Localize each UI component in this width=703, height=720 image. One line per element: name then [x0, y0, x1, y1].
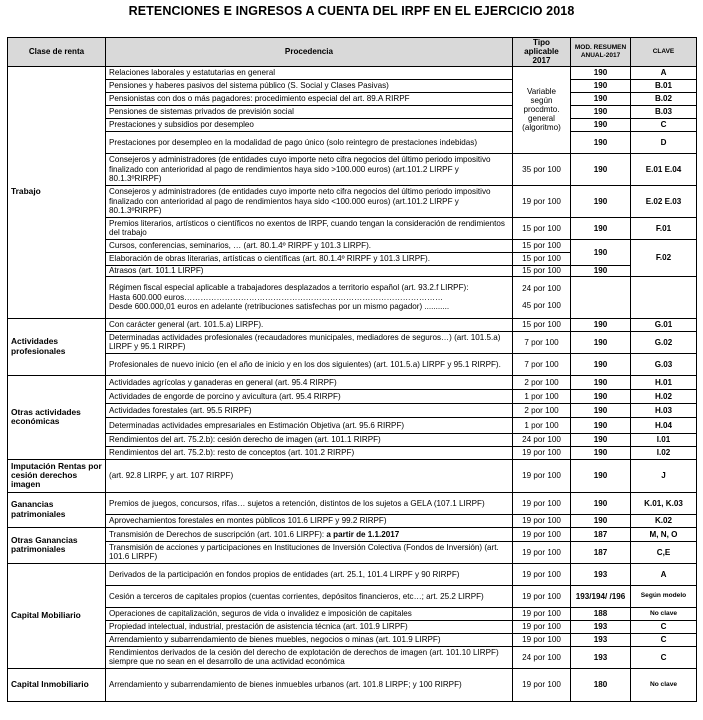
mod-cell: 193 — [571, 563, 631, 585]
clave-cell: C — [631, 646, 697, 668]
table-row: Premios de juegos, concursos, rifas… sujetos a retención, distintos de los sujetos a GELA (107.1 LIRPF) — [106, 492, 513, 514]
header-tipo: Tipo aplicable 2017 — [513, 38, 571, 67]
tipo-cell: 1 por 100 — [513, 417, 571, 433]
clave-cell: A — [631, 66, 697, 79]
tipo-cell: 24 por 100 — [513, 433, 571, 446]
tipo-cell: 19 por 100 — [513, 668, 571, 701]
tipo-hasta: 24 por 100 — [522, 283, 561, 293]
mod-cell: 190 — [571, 66, 631, 79]
regimen-line: Hasta 600.000 euros…………………………………………………………………………………… — [109, 292, 444, 302]
tipo-cell: 19 por 100 — [513, 185, 571, 217]
mod-cell: 188 — [571, 607, 631, 620]
tipo-cell: 15 por 100 — [513, 217, 571, 239]
clave-cell: M, N, O — [631, 527, 697, 541]
clave-cell: No clave — [631, 607, 697, 620]
table-row: Rendimientos del art. 75.2.b): cesión derecho de imagen (art. 101.1 RIRPF) — [106, 433, 513, 446]
class-otras-actividades: Otras actividades económicas — [8, 375, 106, 459]
mod-cell: 190 — [571, 105, 631, 118]
table-row: Con carácter general (art. 101.5.a) LIRPF). — [106, 318, 513, 331]
class-trabajo: Trabajo — [8, 66, 106, 318]
table-row: Pensiones y haberes pasivos del sistema público (S. Social y Clases Pasivas) — [106, 79, 513, 92]
clave-cell: H.02 — [631, 389, 697, 403]
table-row: Rendimientos derivados de la cesión del derecho de explotación de derechos de imagen (art. 101.10 LIRPF) siempre que no sean en el desarrollo de una actividad económica — [106, 646, 513, 668]
table-row: Actividades forestales (art. 95.5 RIRPF) — [106, 403, 513, 417]
table-row — [106, 276, 513, 318]
clave-cell: E.01 E.04 — [631, 153, 697, 185]
clave-cell: E.02 E.03 — [631, 185, 697, 217]
mod-cell: 190 — [571, 92, 631, 105]
mod-cell: 190 — [571, 131, 631, 153]
table-row: Actividades agrícolas y ganaderas en general (art. 95.4 RIRPF) — [106, 375, 513, 389]
table-row: Determinadas actividades empresariales en Estimación Objetiva (art. 95.6 RIRPF) — [106, 417, 513, 433]
table-row: Cursos, conferencias, seminarios, … (art. 80.1.4º RIRPF y 101.3 LIRPF). — [106, 239, 513, 252]
suscripcion-date: a partir de 1.1.2017 — [326, 529, 400, 539]
tipo-cell: 7 por 100 — [513, 353, 571, 375]
clave-cell: F.01 — [631, 217, 697, 239]
mod-cell: 187 — [571, 527, 631, 541]
clave-cell: B.01 — [631, 79, 697, 92]
mod-cell: 190 — [571, 265, 631, 276]
table-row: Determinadas actividades profesionales (recaudadores municipales, mediadores de seguros…) (art. 101.5.a) LIRPF y 95.1 RIRPF) — [106, 331, 513, 353]
mod-cell: 190 — [571, 446, 631, 459]
table-row — [106, 527, 513, 541]
mod-cell: 190 — [571, 433, 631, 446]
mod-cell: 187 — [571, 541, 631, 563]
tipo-cell: 35 por 100 — [513, 153, 571, 185]
table-row: Arrendamiento y subarrendamiento de bienes inmuebles urbanos (art. 101.8 LIRPF; y 100 RIRPF) — [106, 668, 513, 701]
header-procedencia: Procedencia — [106, 38, 513, 67]
mod-cell: 180 — [571, 668, 631, 701]
tipo-cell: 24 por 100 — [513, 646, 571, 668]
class-capital-inmobiliario: Capital Inmobiliario — [8, 668, 106, 701]
clave-cell: H.03 — [631, 403, 697, 417]
mod-cell: 190 — [571, 185, 631, 217]
table-row: Premios literarios, artísticos o científicos no exentos de IRPF, cuando tengan la consideración de rendimientos del trabajo — [106, 217, 513, 239]
class-actividades-profesionales: Actividades profesionales — [8, 318, 106, 375]
clave-cell: G.03 — [631, 353, 697, 375]
clave-cell: F.02 — [631, 239, 697, 276]
clave-cell: G.01 — [631, 318, 697, 331]
tipo-cell: 19 por 100 — [513, 446, 571, 459]
clave-cell: D — [631, 131, 697, 153]
mod-cell: 190 — [571, 375, 631, 389]
tipo-cell: 19 por 100 — [513, 620, 571, 633]
table-row: Aprovechamientos forestales en montes públicos 101.6 LIRPF y 99.2 RIRPF) — [106, 514, 513, 527]
tipo-cell: 7 por 100 — [513, 331, 571, 353]
tipo-cell: 1 por 100 — [513, 389, 571, 403]
table-row: Actividades de engorde de porcino y avicultura (art. 95.4 RIRPF) — [106, 389, 513, 403]
mod-cell: 190 — [571, 153, 631, 185]
table-row: Prestaciones por desempleo en la modalidad de pago único (solo reintegro de prestaciones indebidas) — [106, 131, 513, 153]
clave-cell: C,E — [631, 541, 697, 563]
mod-cell: 190 — [571, 239, 631, 265]
header-mod: MOD. RESUMEN ANUAL-2017 — [571, 38, 631, 67]
mod-cell: 190 — [571, 403, 631, 417]
clave-cell: K.02 — [631, 514, 697, 527]
mod-cell: 190 — [571, 389, 631, 403]
tipo-cell: 19 por 100 — [513, 563, 571, 585]
table-row: Derivados de la participación en fondos propios de entidades (art. 25.1, 101.4 LIRPF y 90 RIRPF) — [106, 563, 513, 585]
tipo-cell: 19 por 100 — [513, 527, 571, 541]
clave-cell: B.02 — [631, 92, 697, 105]
tipo-cell: 19 por 100 — [513, 514, 571, 527]
tipo-cell: 15 por 100 — [513, 252, 571, 265]
clave-cell: No clave — [631, 668, 697, 701]
tipo-desde: 45 por 100 — [522, 301, 561, 311]
page-title: RETENCIONES E INGRESOS A CUENTA DEL IRPF EN EL EJERCICIO 2018 — [128, 4, 575, 18]
mod-cell: 190 — [571, 118, 631, 131]
mod-cell: 190 — [571, 417, 631, 433]
mod-cell: 190 — [571, 492, 631, 514]
clave-cell: J — [631, 459, 697, 492]
clave-cell: H.01 — [631, 375, 697, 389]
table-row: Profesionales de nuevo inicio (en el año de inicio y en los dos siguientes) (art. 101.5.a) LIRPF y 95.1 RIRPF). — [106, 353, 513, 375]
mod-cell — [571, 276, 631, 318]
tipo-cell: 19 por 100 — [513, 492, 571, 514]
tipo-cell: 15 por 100 — [513, 318, 571, 331]
mod-cell: 190 — [571, 217, 631, 239]
tipo-cell: 19 por 100 — [513, 459, 571, 492]
clave-cell: B.03 — [631, 105, 697, 118]
clave-cell: C — [631, 620, 697, 633]
table-row: Pensionistas con dos o más pagadores: procedimiento especial del art. 89.A RIRPF — [106, 92, 513, 105]
clave-cell: A — [631, 563, 697, 585]
class-capital-mobiliario: Capital Mobiliario — [8, 563, 106, 668]
mod-cell: 190 — [571, 331, 631, 353]
table-row: Pensiones de sistemas privados de previsión social — [106, 105, 513, 118]
clave-cell: Según modelo — [631, 585, 697, 607]
clave-cell: K.01, K.03 — [631, 492, 697, 514]
tipo-cell: 19 por 100 — [513, 541, 571, 563]
header-clave: CLAVE — [631, 38, 697, 67]
tipo-trabajo-general: Variable según procdmto. general (algoritmo) — [513, 66, 571, 153]
clave-cell: H.04 — [631, 417, 697, 433]
clave-cell: C — [631, 633, 697, 646]
regimen-line: Régimen fiscal especial aplicable a trabajadores desplazados a territorio español (art. 93.2.f LIRPF): — [109, 283, 469, 293]
clave-cell: I.02 — [631, 446, 697, 459]
retenciones-table — [7, 37, 697, 702]
tipo-cell: 2 por 100 — [513, 375, 571, 389]
table-row: Propiedad intelectual, industrial, prestación de asistencia técnica (art. 101.9 LIRPF) — [106, 620, 513, 633]
mod-cell: 190 — [571, 459, 631, 492]
clave-cell — [631, 276, 697, 318]
tipo-cell: 19 por 100 — [513, 633, 571, 646]
mod-cell: 193 — [571, 646, 631, 668]
table-row: Elaboración de obras literarias, artísticas o científicas (art. 80.1.4º RIRPF y 101.3 LIRPF). — [106, 252, 513, 265]
class-imputacion-rentas: Imputación Rentas por cesión derechos imagen — [8, 459, 106, 492]
table-row: Consejeros y administradores (de entidades cuyo importe neto cifra negocios del último periodo impositivo finalizado con anterioridad al pago de rendimientos haya sido >100.000 euros) (art.101.2 LIRPF y 80.1.3ºRIRPF) — [106, 153, 513, 185]
mod-cell: 193/194/ /196 — [571, 585, 631, 607]
mod-cell: 193 — [571, 620, 631, 633]
clave-cell: I.01 — [631, 433, 697, 446]
tipo-cell: 15 por 100 — [513, 239, 571, 252]
table-row: Prestaciones y subsidios por desempleo — [106, 118, 513, 131]
table-row: Operaciones de capitalización, seguros de vida o invalidez e imposición de capitales — [106, 607, 513, 620]
class-ganancias-patrimoniales: Ganancias patrimoniales — [8, 492, 106, 527]
clave-cell: G.02 — [631, 331, 697, 353]
table-row: Arrendamiento y subarrendamiento de bienes muebles, negocios o minas (art. 101.9 LIRPF) — [106, 633, 513, 646]
mod-cell: 193 — [571, 633, 631, 646]
table-row: Rendimientos del art. 75.2.b): resto de conceptos (art. 101.2 RIRPF) — [106, 446, 513, 459]
class-otras-ganancias: Otras Ganancias patrimoniales — [8, 527, 106, 563]
tipo-cell: 19 por 100 — [513, 585, 571, 607]
header-clase: Clase de renta — [8, 38, 106, 67]
mod-cell: 190 — [571, 318, 631, 331]
clave-cell: C — [631, 118, 697, 131]
tipo-cell: 15 por 100 — [513, 265, 571, 276]
table-row: Relaciones laborales y estatutarias en general — [106, 66, 513, 79]
table-row: Consejeros y administradores (de entidades cuyo importe neto cifra negocios del último periodo impositivo finalizado con anterioridad al pago de rendimientos haya sido <100.000 euros) (art.101.2 LIRPF y 80.1.3ºRIRPF) — [106, 185, 513, 217]
suscripcion-text: Transmisión de Derechos de suscripción (art. 101.6 LIRPF): — [109, 529, 325, 539]
table-row: Cesión a terceros de capitales propios (cuentas corrientes, depósitos financieros, etc…; art. 25.2 LIRPF) — [106, 585, 513, 607]
mod-cell: 190 — [571, 353, 631, 375]
tipo-cell: 2 por 100 — [513, 403, 571, 417]
mod-cell: 190 — [571, 514, 631, 527]
regimen-line: Desde 600.000,01 euros en adelante (retribuciones satisfechas por un mismo pagador) ........... — [109, 301, 450, 311]
tipo-cell: 19 por 100 — [513, 607, 571, 620]
table-row: Transmisión de acciones y participaciones en Instituciones de Inversión Colectiva (Fondos de Inversión) (art. 101.6 LIRPF) — [106, 541, 513, 563]
table-row: (art. 92.8 LIRPF, y art. 107 RIRPF) — [106, 459, 513, 492]
mod-cell: 190 — [571, 79, 631, 92]
tipo-cell — [513, 276, 571, 318]
table-row: Atrasos (art. 101.1 LIRPF) — [106, 265, 513, 276]
